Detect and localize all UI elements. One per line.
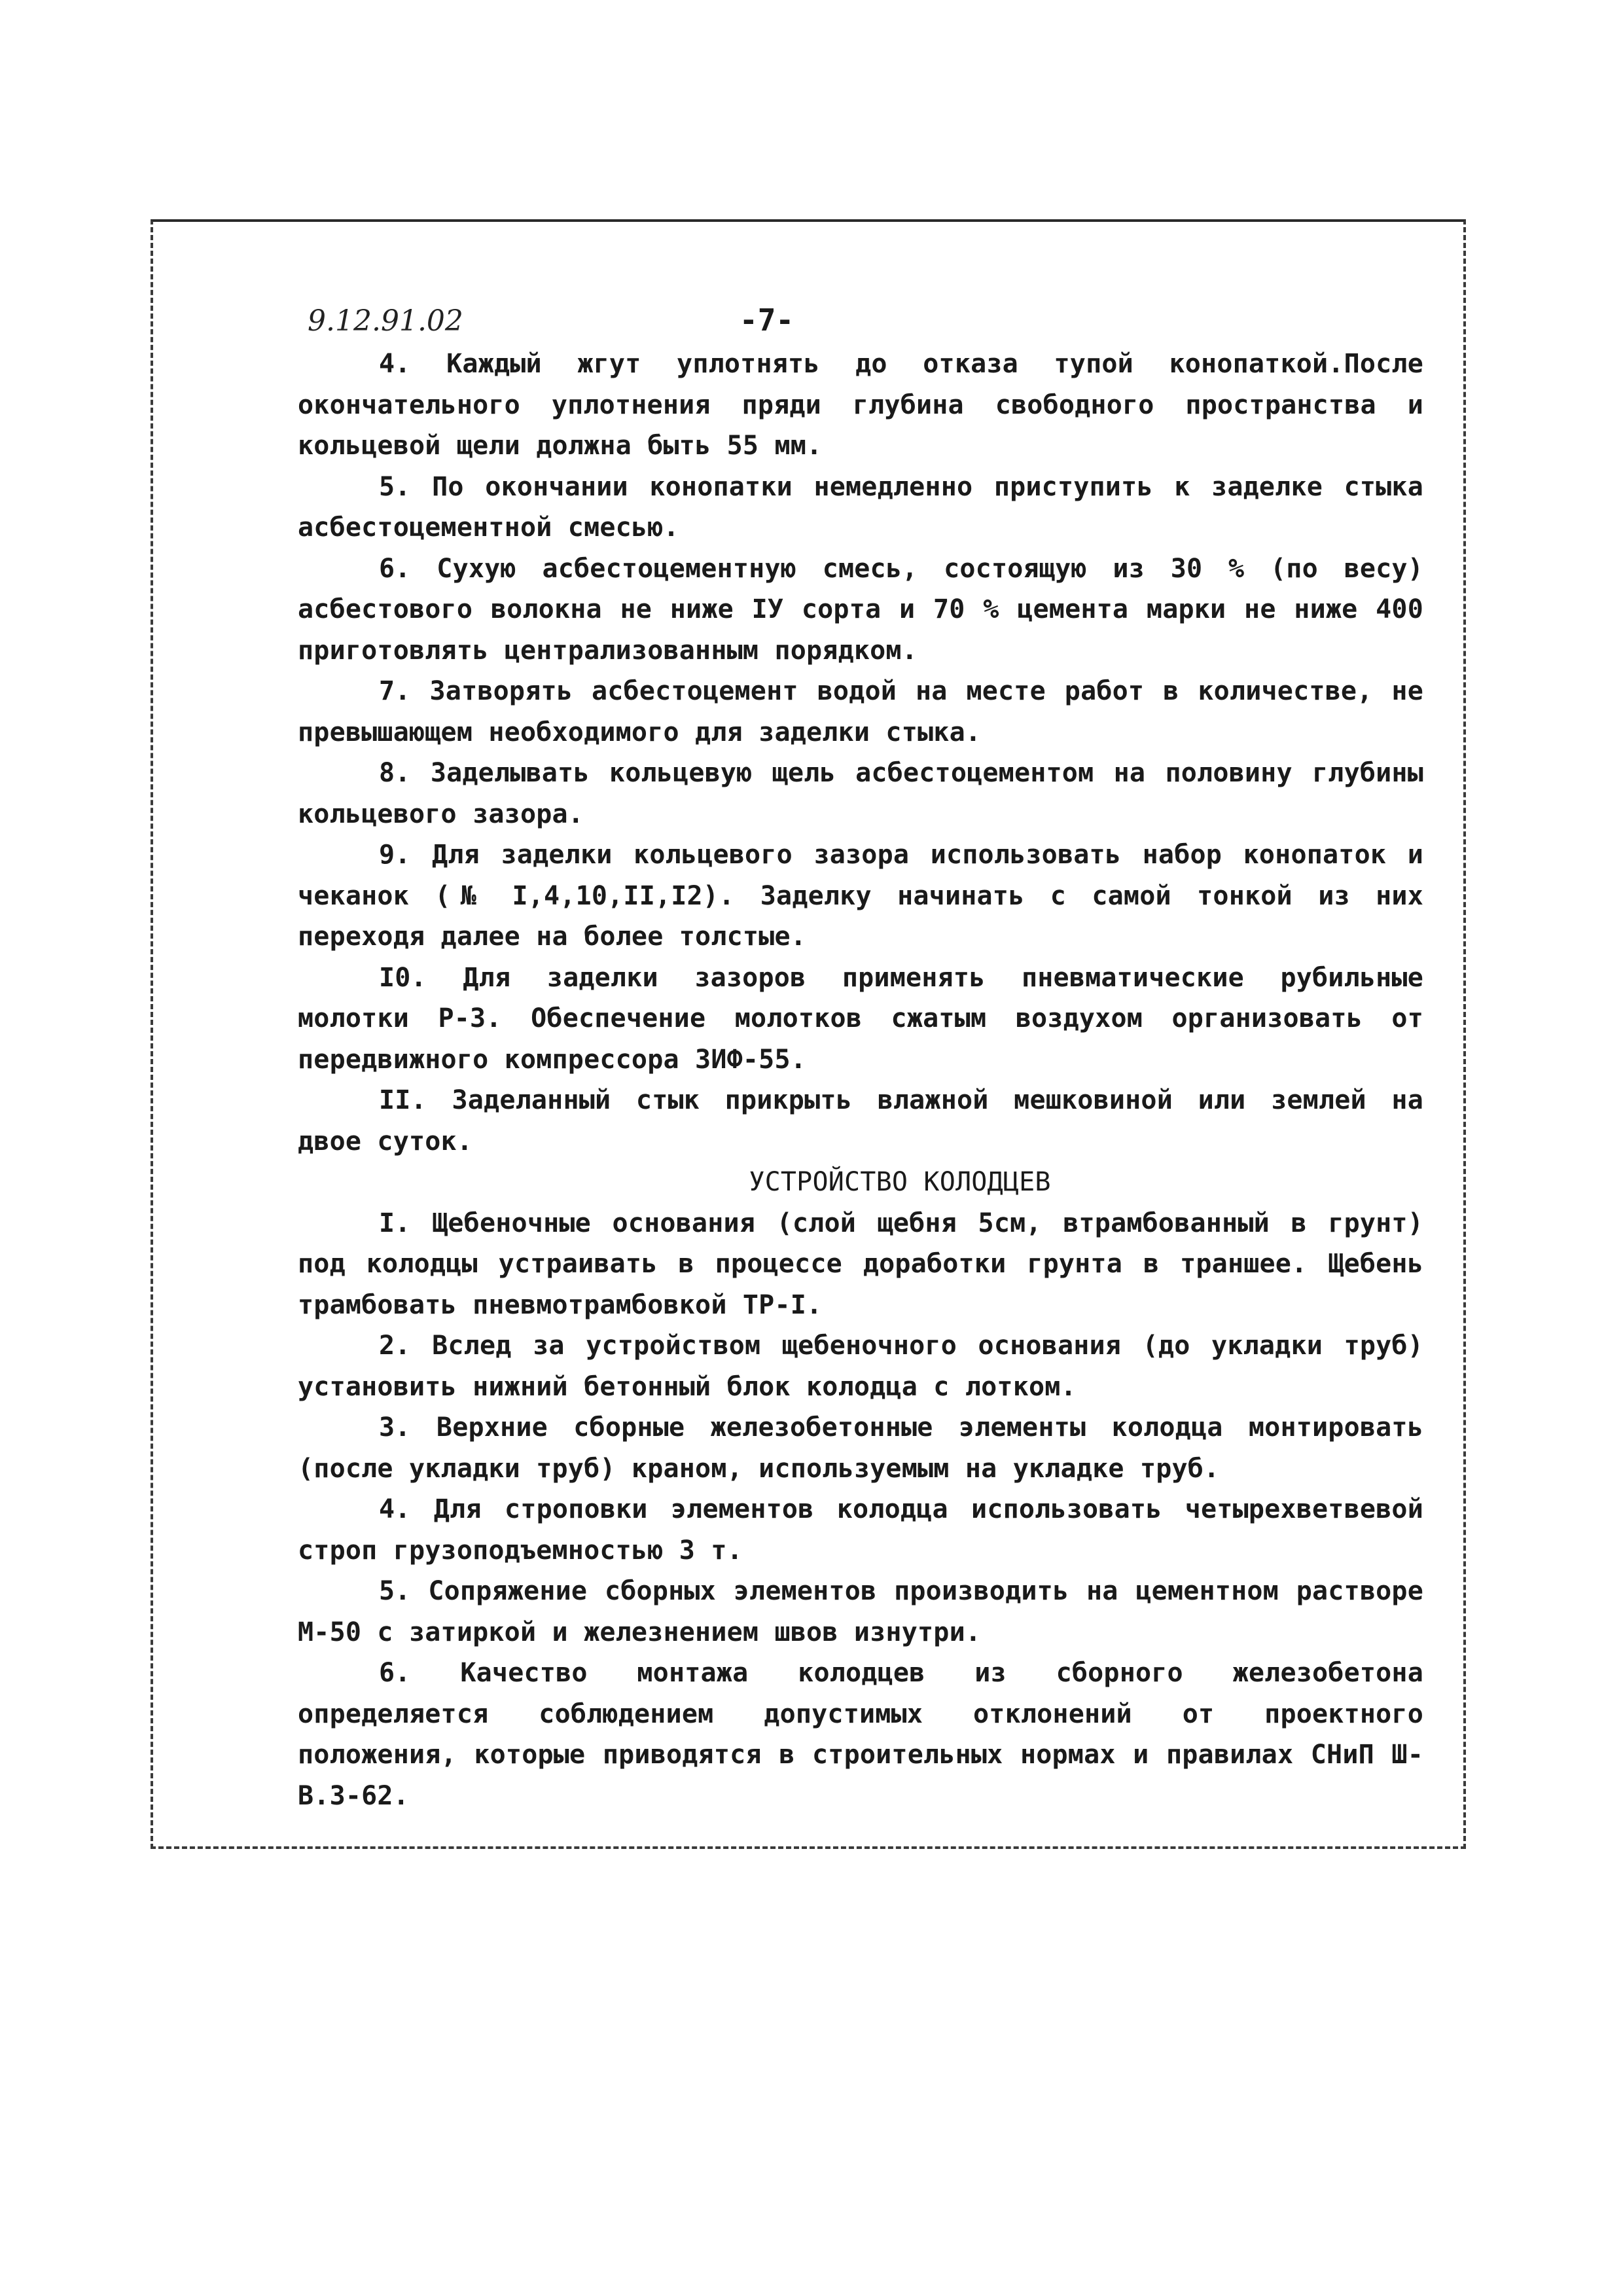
document-body <box>298 344 1423 1816</box>
paragraph-joint-6: 6. Сухую асбестоцементную смесь, состоящую из 30 % (по весу) асбестового волокна не ниже IУ сорта и 70 % цемента марки не ниже 400 приготовлять централизованным порядком. <box>298 553 1423 666</box>
section-title-wells: УСТРОЙСТВО КОЛОДЦЕВ <box>749 1167 1051 1197</box>
paragraph-joint-8: 8. Заделывать кольцевую щель асбестоцементом на половину глубины кольцевого зазора. <box>298 758 1423 829</box>
paragraph-wells-2: 2. Вслед за устройством щебеночного основания (до укладки труб) установить нижний бетонный блок колодца с лотком. <box>298 1331 1423 1402</box>
paragraph-joint-11: II. Заделанный стык прикрыть влажной мешковиной или землей на двое суток. <box>298 1085 1423 1157</box>
paragraph-joint-10: I0. Для заделки зазоров применять пневматические рубильные молотки Р-3. Обеспечение молотков сжатым воздухом организовать от передвижного компрессора ЗИФ-55. <box>298 962 1423 1075</box>
paragraph-joint-7: 7. Затворять асбестоцемент водой на месте работ в количестве, не превышающем необходимого для заделки стыка. <box>298 676 1423 747</box>
paragraph-joint-4: 4. Каждый жгут уплотнять до отказа тупой конопаткой.После окончательного уплотнения пряди глубина свободного пространства и кольцевой щели должна быть 55 мм. <box>298 349 1423 461</box>
paragraph-wells-3: 3. Верхние сборные железобетонные элементы колодца монтировать (после укладки труб) краном, используемым на укладке труб. <box>298 1412 1423 1484</box>
paragraph-wells-6: 6. Качество монтажа колодцев из сборного железобетона определяется соблюдением допустимых отклонений от проектного положения, которые приводятся в строительных нормах и правилах СНиП Ш-В.3-62. <box>298 1658 1423 1811</box>
paragraph-wells-1: I. Щебеночные основания (слой щебня 5см, втрамбованный в грунт) под колодцы устраивать в процессе доработки грунта в траншее. Щебень трамбовать пневмотрамбовкой ТР-I. <box>298 1208 1423 1320</box>
document-code: 9.12.91.02 <box>308 304 463 338</box>
page-number: -7- <box>740 302 794 338</box>
paragraph-joint-5: 5. По окончании конопатки немедленно приступить к заделке стыка асбестоцементной смесью. <box>298 471 1423 543</box>
paragraph-joint-9: 9. Для заделки кольцевого зазора использовать набор конопаток и чеканок (№ I,4,10,II,I2). Заделку начинать с самой тонкой из них переходя далее на более толстые. <box>298 840 1423 952</box>
paragraph-wells-4: 4. Для строповки элементов колодца использовать четырехветвевой строп грузоподъемностью 3 т. <box>298 1494 1423 1566</box>
paragraph-wells-5: 5. Сопряжение сборных элементов производить на цементном растворе М-50 с затиркой и железнением швов изнутри. <box>298 1576 1423 1647</box>
